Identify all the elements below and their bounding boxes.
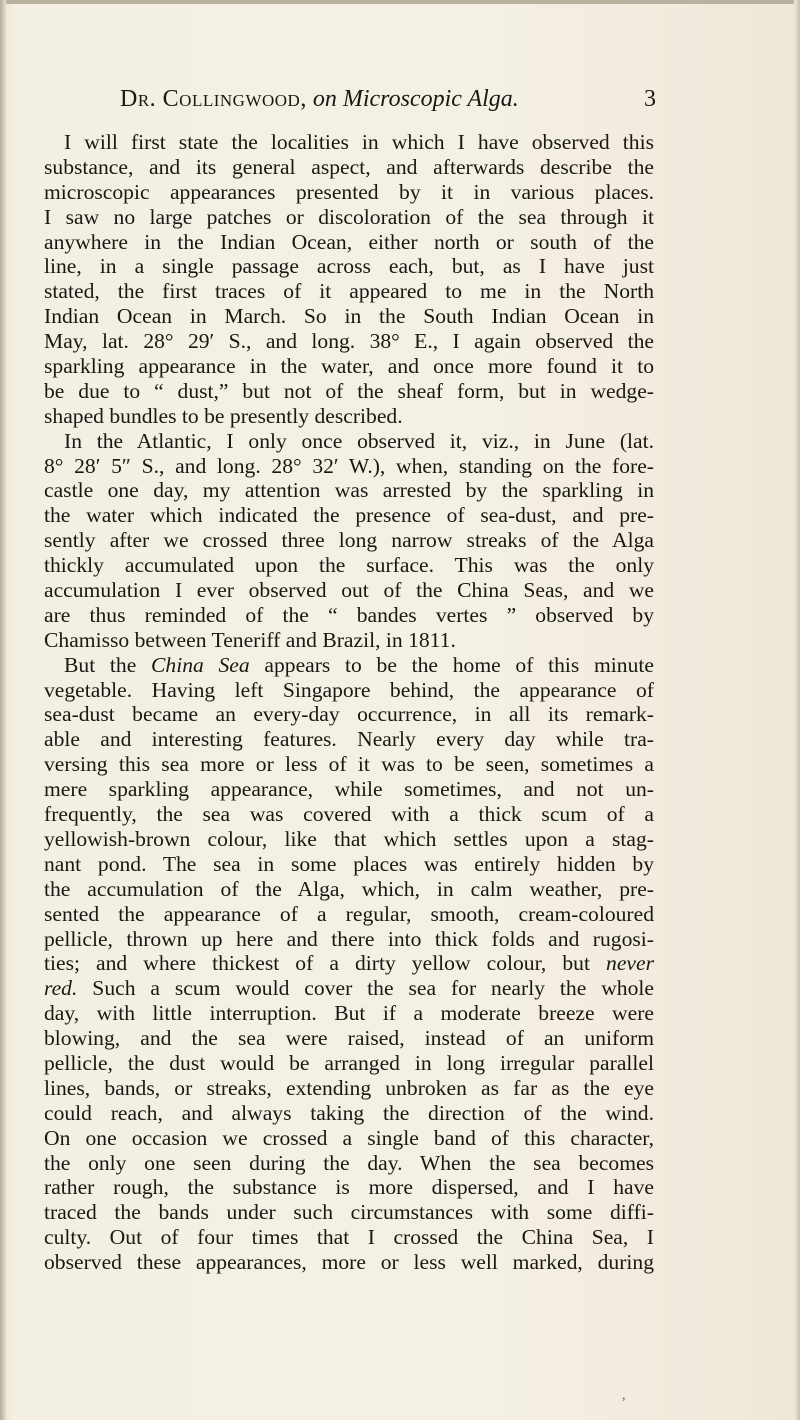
text-line: yellowish-brown colour, like that which settles upon a stag- (44, 826, 654, 851)
text-line: pellicle, thrown up here and there into thick folds and rugosi- (44, 926, 654, 951)
text-line: thickly accumulated upon the surface. This was the only (44, 553, 654, 578)
text-line: able and interesting features. Nearly every day while tra- (44, 727, 654, 752)
text-line: rather rough, the substance is more dispersed, and I have (44, 1175, 654, 1200)
text-line: line, in a single passage across each, but, as I have just (44, 254, 654, 279)
text-line: But the China Sea appears to be the home of this minute (64, 652, 654, 677)
text-line: sea-dust became an every-day occurrence, in all its remark- (44, 702, 654, 727)
text-line: In the Atlantic, I only once observed it, viz., in June (lat. (64, 428, 654, 453)
text-line: Indian Ocean in March. So in the South Indian Ocean in (44, 304, 654, 329)
text-line: I saw no large patches or discoloration of the sea through it (44, 204, 654, 229)
text-line: May, lat. 28° 29′ S., and long. 38° E., I again observed the (44, 329, 654, 354)
text-line: sparkling appearance in the water, and once more found it to (44, 354, 654, 379)
running-head-subject: Microscopic Alga. (342, 86, 519, 112)
running-head (120, 84, 650, 114)
text-line: On one occasion we crossed a single band of this character, (44, 1125, 654, 1150)
page-right-edge (794, 0, 800, 1420)
text-line: observed these appearances, more or less well marked, during (44, 1250, 654, 1275)
text-line: blowing, and the sea were raised, instead of an uniform (44, 1026, 654, 1051)
text-line: sented the appearance of a regular, smooth, cream-coloured (44, 901, 654, 926)
text-line: traced the bands under such circumstances with some diffi- (44, 1200, 654, 1225)
body-text (44, 130, 654, 1275)
text-line: ties; and where thickest of a dirty yellow colour, but never (44, 951, 654, 976)
text-line: mere sparkling appearance, while sometimes, and not un- (44, 777, 654, 802)
text-line: pellicle, the dust would be arranged in long irregular parallel (44, 1050, 654, 1075)
text-line: red. Such a scum would cover the sea for nearly the whole (44, 976, 654, 1001)
running-head-connector: on (312, 86, 337, 112)
text-line: versing this sea more or less of it was to be seen, sometimes a (44, 752, 654, 777)
text-line: the only one seen during the day. When the sea becomes (44, 1150, 654, 1175)
text-line: 8° 28′ 5″ S., and long. 28° 32′ W.), when, standing on the fore- (44, 453, 654, 478)
text-line: the water which indicated the presence of sea-dust, and pre- (44, 503, 654, 528)
text-line: accumulation I ever observed out of the China Seas, and we (44, 578, 654, 603)
page-number: 3 (644, 86, 656, 112)
running-head-author: Dr. Collingwood, (120, 86, 307, 112)
text-line: lines, bands, or streaks, extending unbroken as far as the eye (44, 1075, 654, 1100)
text-line: nant pond. The sea in some places was entirely hidden by (44, 851, 654, 876)
text-line: stated, the first traces of it appeared to me in the North (44, 279, 654, 304)
margin-mark: , (622, 1388, 626, 1403)
text-line: frequently, the sea was covered with a thick scum of a (44, 802, 654, 827)
text-line: culty. Out of four times that I crossed the China Sea, I (44, 1225, 654, 1250)
text-line: microscopic appearances presented by it in various places. (44, 179, 654, 204)
text-line: could reach, and always taking the direction of the wind. (44, 1100, 654, 1125)
text-line: day, with little interruption. But if a moderate breeze were (44, 1001, 654, 1026)
text-line: the accumulation of the Alga, which, in calm weather, pre- (44, 876, 654, 901)
text-line: sently after we crossed three long narrow streaks of the Alga (44, 528, 654, 553)
text-line: I will first state the localities in which I have observed this (64, 130, 654, 154)
text-line: substance, and its general aspect, and afterwards describe the (44, 154, 654, 179)
text-line: castle one day, my attention was arrested by the sparkling in (44, 478, 654, 503)
page-top-edge (0, 0, 800, 4)
text-line: anywhere in the Indian Ocean, either north or south of the (44, 229, 654, 254)
text-line: are thus reminded of the “ bandes vertes ” observed by (44, 602, 654, 627)
text-line: be due to “ dust,” but not of the sheaf form, but in wedge- (44, 378, 654, 403)
page-left-edge (0, 0, 6, 1420)
text-line: vegetable. Having left Singapore behind, the appearance of (44, 677, 654, 702)
text-line: Chamisso between Teneriff and Brazil, in 1811. (44, 627, 456, 652)
text-line: shaped bundles to be presently described. (44, 403, 403, 428)
